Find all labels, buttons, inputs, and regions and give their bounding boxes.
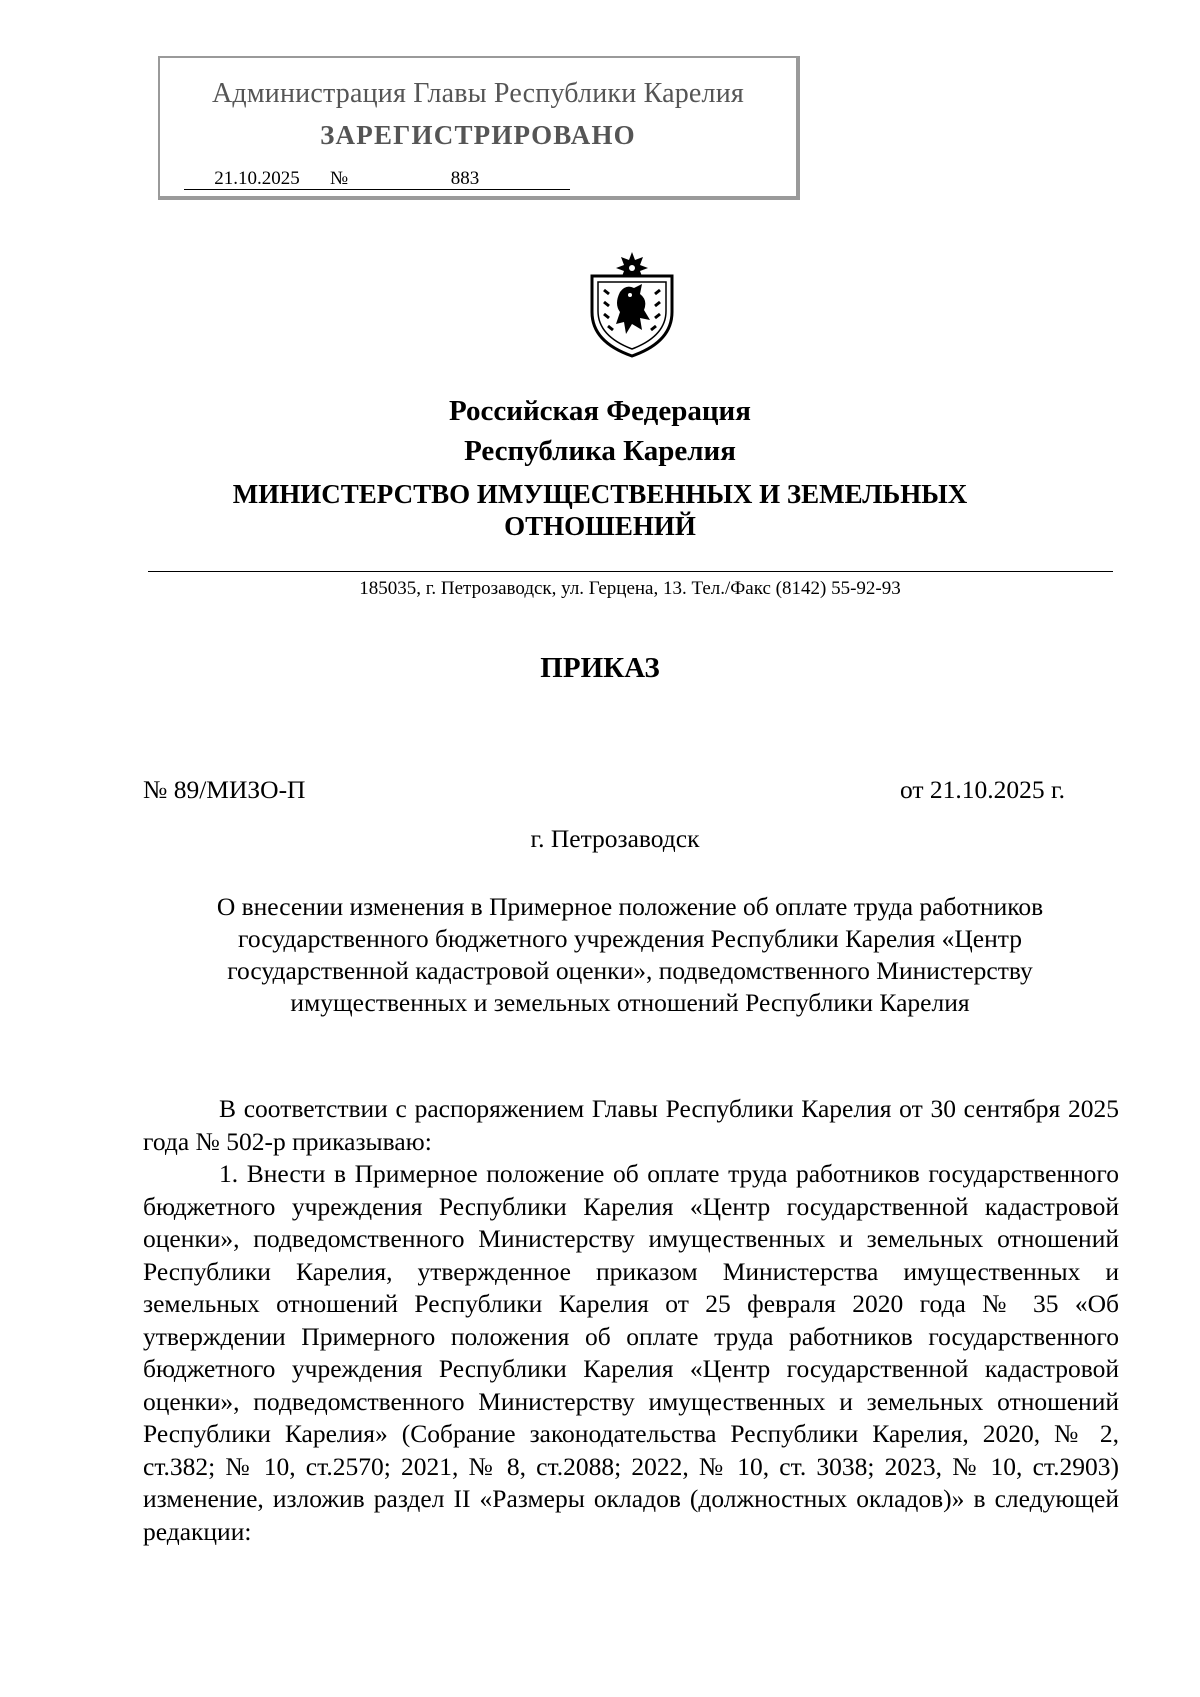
title-line: имущественных и земельных отношений Республики Карелия [290, 988, 970, 1017]
header-ministry-line1: МИНИСТЕРСТВО ИМУЩЕСТВЕННЫХ И ЗЕМЕЛЬНЫХ [232, 479, 968, 509]
stamp-number: 883 [360, 169, 570, 190]
coat-of-arms-icon [586, 250, 678, 358]
header-region: Республика Карелия [464, 435, 736, 467]
header-address: 185035, г. Петрозаводск, ул. Герцена, 13. Тел./Факс (8142) 55-92-93 [359, 578, 901, 599]
document-number: № 89/МИЗО-П [143, 775, 306, 804]
document-type: ПРИКАЗ [540, 652, 660, 684]
header-divider [148, 571, 1113, 572]
title-line: государственной кадастровой оценки», подведомственного Министерству [227, 956, 1033, 985]
stamp-date: 21.10.2025 [184, 169, 330, 190]
document-date: от 21.10.2025 г. [900, 775, 1066, 804]
header-country: Российская Федерация [449, 395, 751, 427]
body-paragraph-2: 1. Внести в Примерное положение об оплате труда работников государственного бюджетного учреждения Республики Карелия «Центр государственной кадастровой оценки», подведомственного Министерству имущественных и земельных отношений Республики Карелия, утвержденное приказом Министерства имущественных и земельных отношений Республики Карелия от 25 февраля 2020 года № 35 «Об утверждении Примерного положения об оплате труда работников государственного бюджетного учреждения Республики Карелия «Центр государственной кадастровой оценки», подведомственного Министерству имущественных и земельных отношений Республики Карелия» (Собрание законодательства Республики Карелия, 2020, № 2, ст.382; № 10, ст.2570; 2021, № 8, ст.2088; 2022, № 10, ст. 3038; 2023, № 10, ст.2903) изменение, изложив раздел II «Размеры окладов (должностных окладов)» в следующей редакции: [143, 1159, 1119, 1546]
stamp-organization: Администрация Главы Республики Карелия [212, 78, 744, 109]
header-ministry-line2: ОТНОШЕНИЙ [504, 511, 696, 541]
stamp-number-sign: № [330, 169, 360, 190]
registration-stamp [158, 56, 800, 200]
stamp-registration-line [184, 168, 570, 190]
title-line: О внесении изменения в Примерное положение об оплате труда работников [216, 892, 1044, 921]
document-body [143, 1093, 1119, 1548]
document-title [140, 891, 1120, 1019]
document-city: г. Петрозаводск [530, 824, 700, 853]
stamp-status: ЗАРЕГИСТРИРОВАНО [320, 120, 636, 150]
title-line: государственного бюджетного учреждения Республики Карелия «Центр [238, 924, 1022, 953]
body-paragraph-1: В соответствии с распоряжением Главы Республики Карелия от 30 сентября 2025 года № 502-р приказываю: [143, 1094, 1119, 1156]
